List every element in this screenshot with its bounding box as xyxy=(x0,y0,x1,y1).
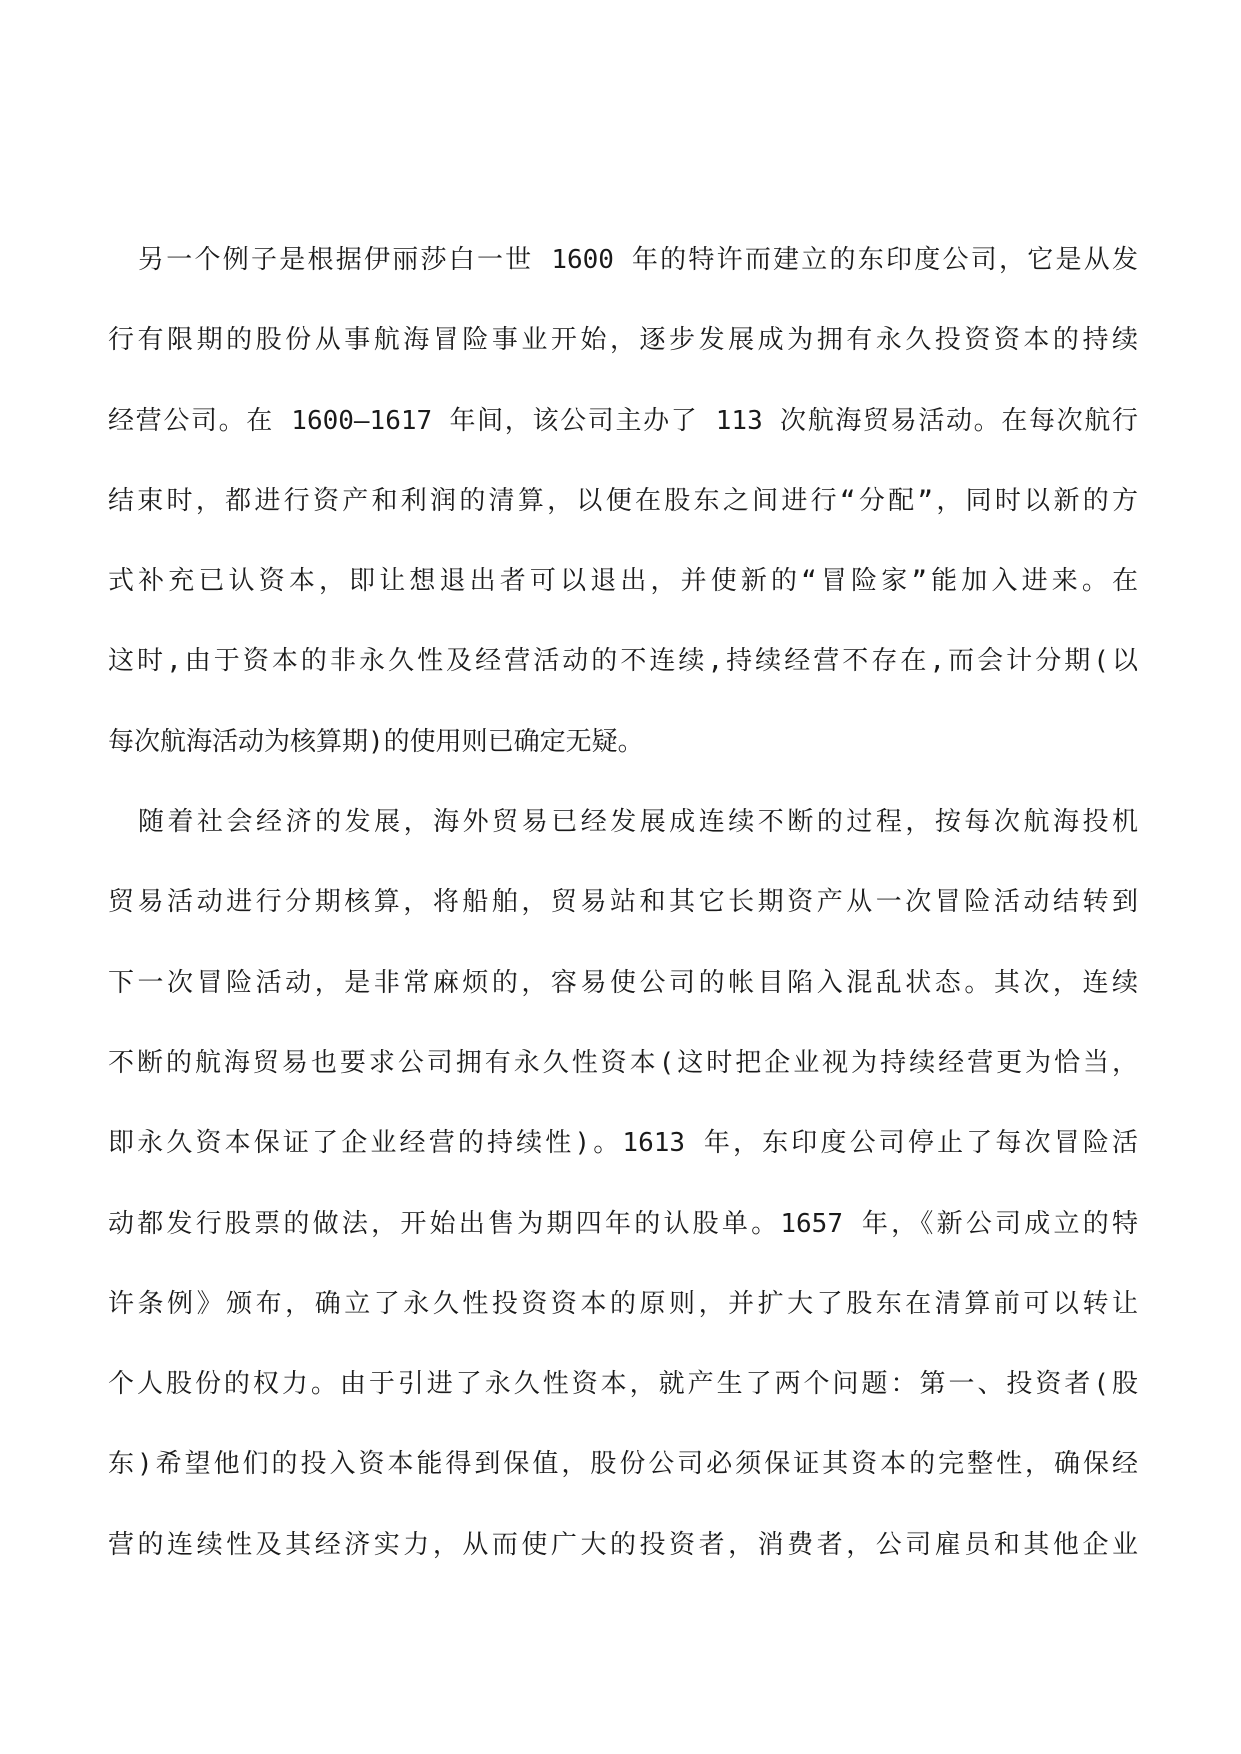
paragraph-2-line-4: 不断的航海贸易也要求公司拥有永久性资本(这时把企业视为持续经营更为恰当， xyxy=(108,1047,1138,1078)
paragraph-1-line-2: 行有限期的股份从事航海冒险事业开始，逐步发展成为拥有永久投资资本的持续 xyxy=(108,325,1138,356)
paragraph-2-line-1: 随着社会经济的发展，海外贸易已经发展成连续不断的过程，按每次航海投机 xyxy=(138,807,1138,838)
paragraph-2-line-5: 即永久资本保证了企业经营的持续性)。1613 年，东印度公司停止了每次冒险活 xyxy=(108,1128,1138,1159)
paragraph-2-line-2: 贸易活动进行分期核算，将船舶，贸易站和其它长期资产从一次冒险活动结转到 xyxy=(108,887,1138,918)
paragraph-2-line-9: 东)希望他们的投入资本能得到保值，股份公司必须保证其资本的完整性，确保经 xyxy=(108,1449,1138,1480)
paragraph-1-line-6: 这时,由于资本的非永久性及经营活动的不连续,持续经营不存在,而会计分期(以 xyxy=(108,646,1138,677)
paragraph-1-line-5: 式补充已认资本，即让想退出者可以退出，并使新的“冒险家”能加入进来。在 xyxy=(108,566,1138,597)
paragraph-2-line-8: 个人股份的权力。由于引进了永久性资本，就产生了两个问题：第一、投资者(股 xyxy=(108,1369,1138,1400)
paragraph-1-line-1: 另一个例子是根据伊丽莎白一世 1600 年的特许而建立的东印度公司，它是从发 xyxy=(138,245,1138,275)
paragraph-1-line-4: 结束时，都进行资产和利润的清算，以便在股东之间进行“分配”，同时以新的方 xyxy=(108,485,1138,516)
paragraph-2-line-7: 许条例》颁布，确立了永久性投资资本的原则，并扩大了股东在清算前可以转让 xyxy=(108,1288,1138,1319)
paragraph-1-line-7: 每次航海活动为核算期)的使用则已确定无疑。 xyxy=(108,726,644,757)
paragraph-1-line-3: 经营公司。在 1600—1617 年间，该公司主办了 113 次航海贸易活动。在每次航行 xyxy=(108,405,1138,436)
body-text xyxy=(108,244,1138,1609)
paragraph-2-line-3: 下一次冒险活动，是非常麻烦的，容易使公司的帐目陷入混乱状态。其次，连续 xyxy=(108,967,1138,998)
paragraph-2-line-10: 营的连续性及其经济实力，从而使广大的投资者，消费者，公司雇员和其他企业 xyxy=(108,1529,1138,1560)
paragraph-2-line-6: 动都发行股票的做法，开始出售为期四年的认股单。1657 年，《新公司成立的特 xyxy=(108,1208,1138,1239)
